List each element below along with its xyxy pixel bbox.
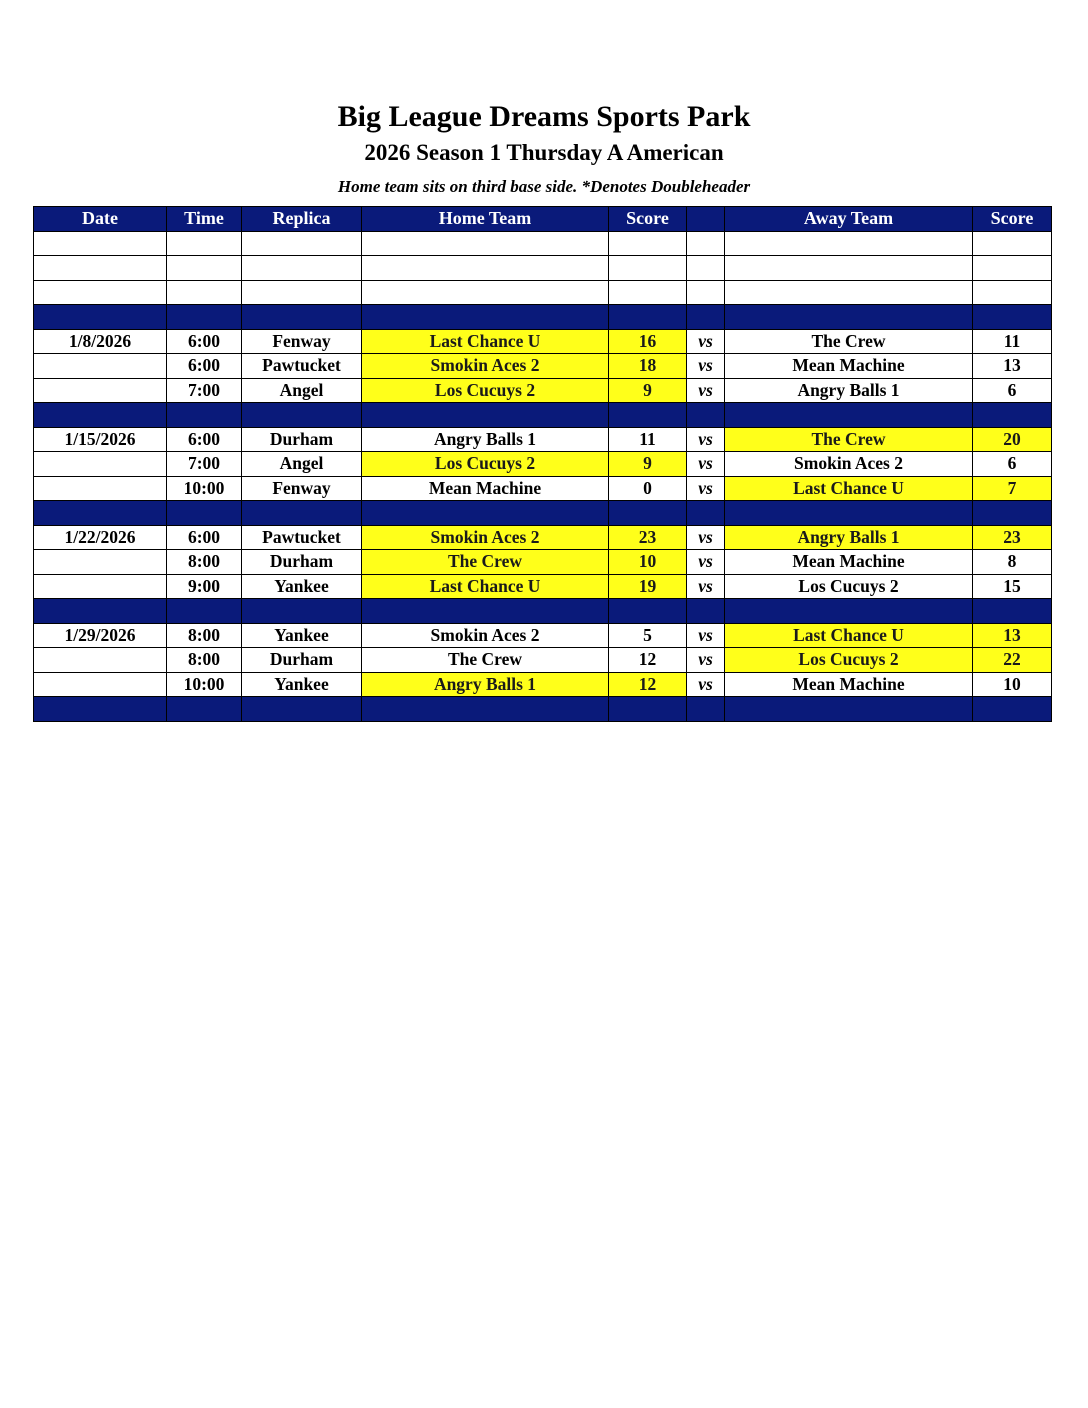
date-cell — [34, 403, 167, 428]
home-team-cell: The Crew — [362, 550, 609, 575]
game-row — [34, 378, 1052, 403]
away-team-cell: The Crew — [725, 427, 973, 452]
home-team-cell — [362, 697, 609, 722]
time-cell: 8:00 — [167, 648, 242, 673]
away-score-cell: 10 — [973, 672, 1052, 697]
game-row — [34, 329, 1052, 354]
date-cell — [34, 599, 167, 624]
separator-row — [34, 599, 1052, 624]
home-score-cell: 10 — [609, 550, 687, 575]
schedule-body — [34, 231, 1052, 721]
date-cell — [34, 501, 167, 526]
col-header-home-team: Home Team — [362, 207, 609, 232]
home-team-cell: The Crew — [362, 648, 609, 673]
vs-cell: vs — [687, 452, 725, 477]
home-team-cell: Angry Balls 1 — [362, 427, 609, 452]
time-cell: 10:00 — [167, 672, 242, 697]
home-score-cell: 12 — [609, 648, 687, 673]
page-title: Big League Dreams Sports Park — [337, 100, 751, 133]
col-header-away-team: Away Team — [725, 207, 973, 232]
game-row — [34, 574, 1052, 599]
away-score-cell: 22 — [973, 648, 1052, 673]
vs-cell: vs — [687, 623, 725, 648]
replica-cell: Fenway — [242, 329, 362, 354]
away-score-cell — [973, 280, 1052, 305]
away-team-cell — [725, 501, 973, 526]
away-team-cell — [725, 305, 973, 330]
date-cell — [34, 354, 167, 379]
time-cell: 7:00 — [167, 452, 242, 477]
blank-row — [34, 256, 1052, 281]
home-score-cell — [609, 280, 687, 305]
date-cell — [34, 550, 167, 575]
time-cell: 6:00 — [167, 427, 242, 452]
away-score-cell — [973, 403, 1052, 428]
away-score-cell: 23 — [973, 525, 1052, 550]
vs-cell — [687, 599, 725, 624]
home-team-cell — [362, 501, 609, 526]
time-cell — [167, 403, 242, 428]
away-team-cell — [725, 256, 973, 281]
vs-cell: vs — [687, 550, 725, 575]
home-score-cell — [609, 599, 687, 624]
time-cell — [167, 501, 242, 526]
vs-cell — [687, 231, 725, 256]
away-score-cell: 6 — [973, 452, 1052, 477]
away-team-cell: Los Cucuys 2 — [725, 648, 973, 673]
away-team-cell — [725, 599, 973, 624]
replica-cell: Yankee — [242, 672, 362, 697]
time-cell: 6:00 — [167, 329, 242, 354]
separator-row — [34, 501, 1052, 526]
replica-cell — [242, 501, 362, 526]
vs-cell: vs — [687, 378, 725, 403]
home-team-cell — [362, 403, 609, 428]
away-team-cell: Mean Machine — [725, 672, 973, 697]
page-subtitle: 2026 Season 1 Thursday A American — [364, 140, 724, 165]
away-team-cell — [725, 403, 973, 428]
home-score-cell: 9 — [609, 378, 687, 403]
home-score-cell — [609, 231, 687, 256]
home-score-cell — [609, 697, 687, 722]
replica-cell: Fenway — [242, 476, 362, 501]
date-cell: 1/29/2026 — [34, 623, 167, 648]
away-score-cell: 6 — [973, 378, 1052, 403]
home-score-cell: 16 — [609, 329, 687, 354]
time-cell — [167, 305, 242, 330]
time-cell: 6:00 — [167, 354, 242, 379]
col-header-away-score: Score — [973, 207, 1052, 232]
home-score-cell: 18 — [609, 354, 687, 379]
home-score-cell — [609, 305, 687, 330]
replica-cell: Yankee — [242, 623, 362, 648]
date-cell — [34, 378, 167, 403]
away-score-cell: 13 — [973, 354, 1052, 379]
away-team-cell: Angry Balls 1 — [725, 378, 973, 403]
replica-cell — [242, 599, 362, 624]
away-team-cell: Mean Machine — [725, 550, 973, 575]
col-header-time: Time — [167, 207, 242, 232]
away-team-cell: The Crew — [725, 329, 973, 354]
date-cell — [34, 574, 167, 599]
replica-cell: Durham — [242, 427, 362, 452]
vs-cell: vs — [687, 574, 725, 599]
away-team-cell: Mean Machine — [725, 354, 973, 379]
date-cell — [34, 648, 167, 673]
col-header-home-score: Score — [609, 207, 687, 232]
home-team-cell: Los Cucuys 2 — [362, 378, 609, 403]
vs-cell — [687, 305, 725, 330]
away-score-cell — [973, 599, 1052, 624]
home-score-cell: 23 — [609, 525, 687, 550]
game-row — [34, 648, 1052, 673]
vs-cell: vs — [687, 672, 725, 697]
game-row — [34, 476, 1052, 501]
vs-cell: vs — [687, 525, 725, 550]
home-score-cell: 11 — [609, 427, 687, 452]
game-row — [34, 525, 1052, 550]
replica-cell — [242, 256, 362, 281]
blank-row — [34, 231, 1052, 256]
date-cell — [34, 452, 167, 477]
date-cell — [34, 280, 167, 305]
away-score-cell: 15 — [973, 574, 1052, 599]
date-cell — [34, 305, 167, 330]
home-score-cell: 12 — [609, 672, 687, 697]
away-team-cell — [725, 697, 973, 722]
time-cell — [167, 256, 242, 281]
home-score-cell: 9 — [609, 452, 687, 477]
replica-cell: Pawtucket — [242, 354, 362, 379]
vs-cell: vs — [687, 476, 725, 501]
replica-cell — [242, 403, 362, 428]
home-score-cell — [609, 403, 687, 428]
home-score-cell: 5 — [609, 623, 687, 648]
replica-cell — [242, 305, 362, 330]
home-score-cell: 0 — [609, 476, 687, 501]
home-team-cell — [362, 256, 609, 281]
vs-cell: vs — [687, 354, 725, 379]
away-team-cell: Smokin Aces 2 — [725, 452, 973, 477]
blank-row — [34, 280, 1052, 305]
replica-cell: Angel — [242, 378, 362, 403]
schedule-table — [33, 206, 1052, 722]
vs-cell: vs — [687, 329, 725, 354]
home-team-cell: Mean Machine — [362, 476, 609, 501]
separator-row — [34, 697, 1052, 722]
vs-cell: vs — [687, 427, 725, 452]
time-cell — [167, 599, 242, 624]
game-row — [34, 550, 1052, 575]
away-team-cell: Last Chance U — [725, 476, 973, 501]
home-team-cell: Angry Balls 1 — [362, 672, 609, 697]
home-team-cell: Los Cucuys 2 — [362, 452, 609, 477]
home-team-cell: Smokin Aces 2 — [362, 623, 609, 648]
date-cell: 1/15/2026 — [34, 427, 167, 452]
time-cell: 8:00 — [167, 550, 242, 575]
time-cell — [167, 231, 242, 256]
away-score-cell: 7 — [973, 476, 1052, 501]
away-score-cell: 20 — [973, 427, 1052, 452]
away-score-cell: 13 — [973, 623, 1052, 648]
replica-cell: Durham — [242, 550, 362, 575]
game-row — [34, 354, 1052, 379]
vs-cell — [687, 501, 725, 526]
home-team-cell: Last Chance U — [362, 574, 609, 599]
home-team-cell: Smokin Aces 2 — [362, 525, 609, 550]
date-cell — [34, 697, 167, 722]
replica-cell — [242, 231, 362, 256]
away-score-cell: 8 — [973, 550, 1052, 575]
vs-cell — [687, 256, 725, 281]
date-cell — [34, 672, 167, 697]
away-score-cell — [973, 231, 1052, 256]
home-team-cell — [362, 231, 609, 256]
away-score-cell — [973, 501, 1052, 526]
header-row — [34, 207, 1052, 232]
col-header-vs — [687, 207, 725, 232]
home-score-cell: 19 — [609, 574, 687, 599]
game-row — [34, 427, 1052, 452]
replica-cell — [242, 697, 362, 722]
date-cell — [34, 256, 167, 281]
away-team-cell — [725, 280, 973, 305]
date-cell — [34, 231, 167, 256]
away-team-cell: Los Cucuys 2 — [725, 574, 973, 599]
time-cell — [167, 280, 242, 305]
away-team-cell: Last Chance U — [725, 623, 973, 648]
away-score-cell — [973, 305, 1052, 330]
time-cell: 6:00 — [167, 525, 242, 550]
col-header-date: Date — [34, 207, 167, 232]
date-cell — [34, 476, 167, 501]
away-score-cell — [973, 256, 1052, 281]
home-team-cell — [362, 599, 609, 624]
vs-cell: vs — [687, 648, 725, 673]
time-cell — [167, 697, 242, 722]
away-team-cell — [725, 231, 973, 256]
home-team-cell: Last Chance U — [362, 329, 609, 354]
replica-cell: Yankee — [242, 574, 362, 599]
date-cell: 1/8/2026 — [34, 329, 167, 354]
replica-cell — [242, 280, 362, 305]
replica-cell: Durham — [242, 648, 362, 673]
home-score-cell — [609, 256, 687, 281]
col-header-replica: Replica — [242, 207, 362, 232]
game-row — [34, 672, 1052, 697]
vs-cell — [687, 697, 725, 722]
game-row — [34, 623, 1052, 648]
date-cell: 1/22/2026 — [34, 525, 167, 550]
time-cell: 10:00 — [167, 476, 242, 501]
time-cell: 8:00 — [167, 623, 242, 648]
separator-row — [34, 403, 1052, 428]
replica-cell: Angel — [242, 452, 362, 477]
home-team-cell — [362, 305, 609, 330]
vs-cell — [687, 280, 725, 305]
away-score-cell: 11 — [973, 329, 1052, 354]
away-team-cell: Angry Balls 1 — [725, 525, 973, 550]
home-score-cell — [609, 501, 687, 526]
vs-cell — [687, 403, 725, 428]
game-row — [34, 452, 1052, 477]
time-cell: 9:00 — [167, 574, 242, 599]
time-cell: 7:00 — [167, 378, 242, 403]
separator-row — [34, 305, 1052, 330]
schedule-note: Home team sits on third base side. *Denotes Doubleheader — [337, 177, 751, 196]
home-team-cell: Smokin Aces 2 — [362, 354, 609, 379]
replica-cell: Pawtucket — [242, 525, 362, 550]
home-team-cell — [362, 280, 609, 305]
away-score-cell — [973, 697, 1052, 722]
